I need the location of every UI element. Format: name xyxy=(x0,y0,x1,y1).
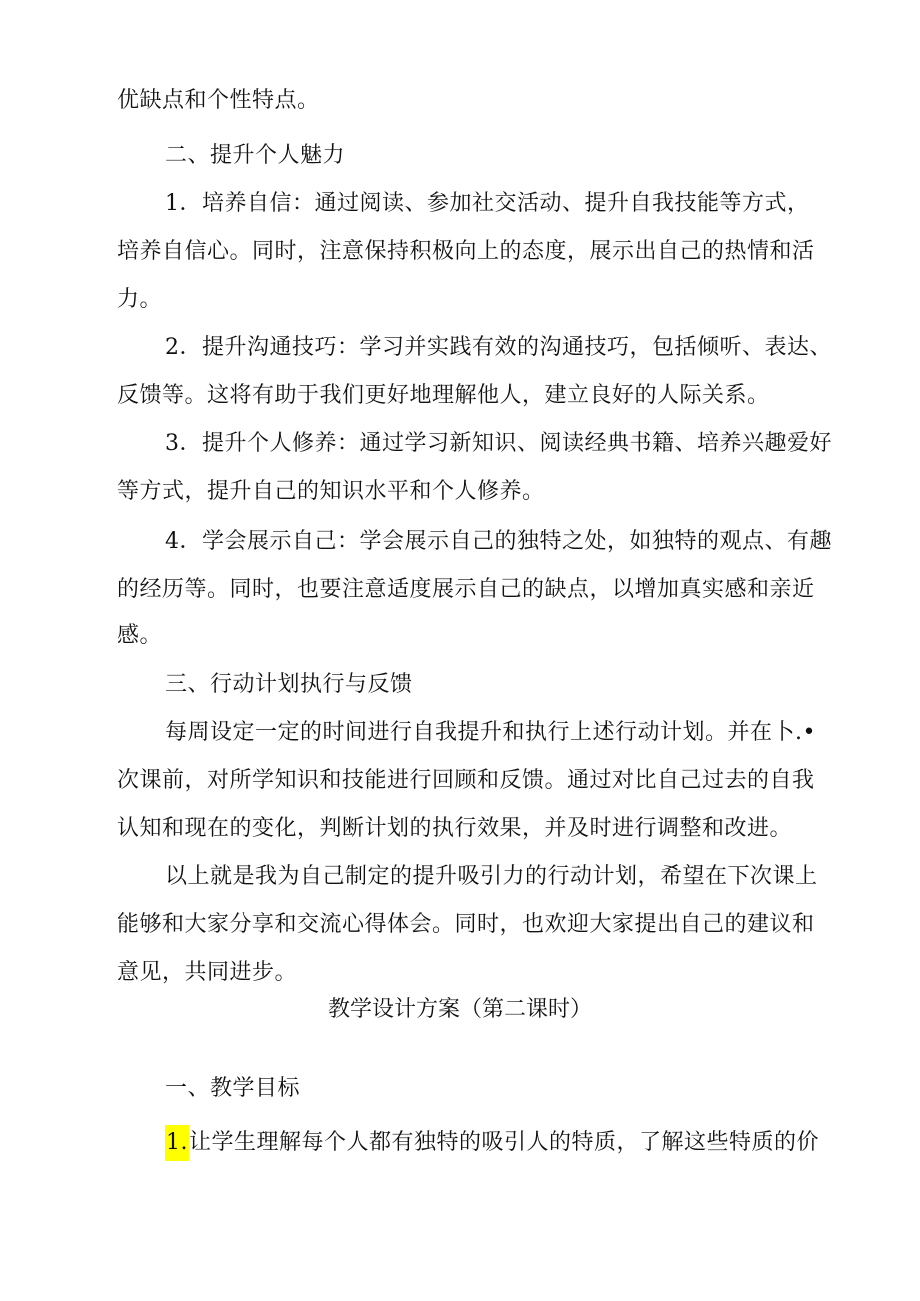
paragraph-line: 以上就是我为自己制定的提升吸引力的行动计划，希望在下次课上 xyxy=(165,864,818,889)
section-title: 教学设计方案（第二课时） xyxy=(327,997,592,1022)
paragraph-line: 的经历等。同时，也要注意适度展示自己的缺点，以增加真实感和亲近 xyxy=(117,577,815,602)
paragraph-line: 3．提升个人修养：通过学习新知识、阅读经典书籍、培养兴趣爱好 xyxy=(165,431,832,456)
paragraph-line: 培养自信心。同时，注意保持积极向上的态度，展示出自己的热情和活 xyxy=(117,239,815,264)
paragraph-line: 每周设定一定的时间进行自我提升和执行上述行动计划。并在卜.• xyxy=(165,720,816,745)
paragraph-line: 力。 xyxy=(117,287,163,312)
section-heading: 二、提升个人魅力 xyxy=(165,143,346,168)
paragraph-line: 等方式，提升自己的知识水平和个人修养。 xyxy=(117,479,545,504)
paragraph-line: 反馈等。这将有助于我们更好地理解他人，建立良好的人际关系。 xyxy=(117,383,770,408)
paragraph-line: 意见，共同进步。 xyxy=(117,960,298,985)
paragraph-line: 1．培养自信：通过阅读、参加社交活动、提升自我技能等方式， xyxy=(165,191,810,216)
paragraph-line: 2．提升沟通技巧：学习并实践有效的沟通技巧，包括倾听、表达、 xyxy=(165,335,832,360)
section-heading: 三、行动计划执行与反馈 xyxy=(165,672,413,697)
paragraph-line: 感。 xyxy=(117,623,163,648)
paragraph-line: 4．学会展示自己：学会展示自己的独特之处，如独特的观点、有趣 xyxy=(165,529,832,554)
paragraph-line: 能够和大家分享和交流心得体会。同时，也欢迎大家提出自己的建议和 xyxy=(117,912,815,937)
objective-item-1 xyxy=(165,1125,819,1161)
objective-text: 让学生理解每个人都有独特的吸引人的特质，了解这些特质的价 xyxy=(189,1130,820,1155)
highlighted-number: 1. xyxy=(165,1125,189,1161)
objectives-heading: 一、教学目标 xyxy=(165,1076,301,1101)
paragraph-line: 优缺点和个性特点。 xyxy=(117,88,320,113)
paragraph-line: 次课前，对所学知识和技能进行回顾和反馈。通过对比自己过去的自我 xyxy=(117,768,815,793)
paragraph-line: 认知和现在的变化，判断计划的执行效果，并及时进行调整和改进。 xyxy=(117,816,793,841)
